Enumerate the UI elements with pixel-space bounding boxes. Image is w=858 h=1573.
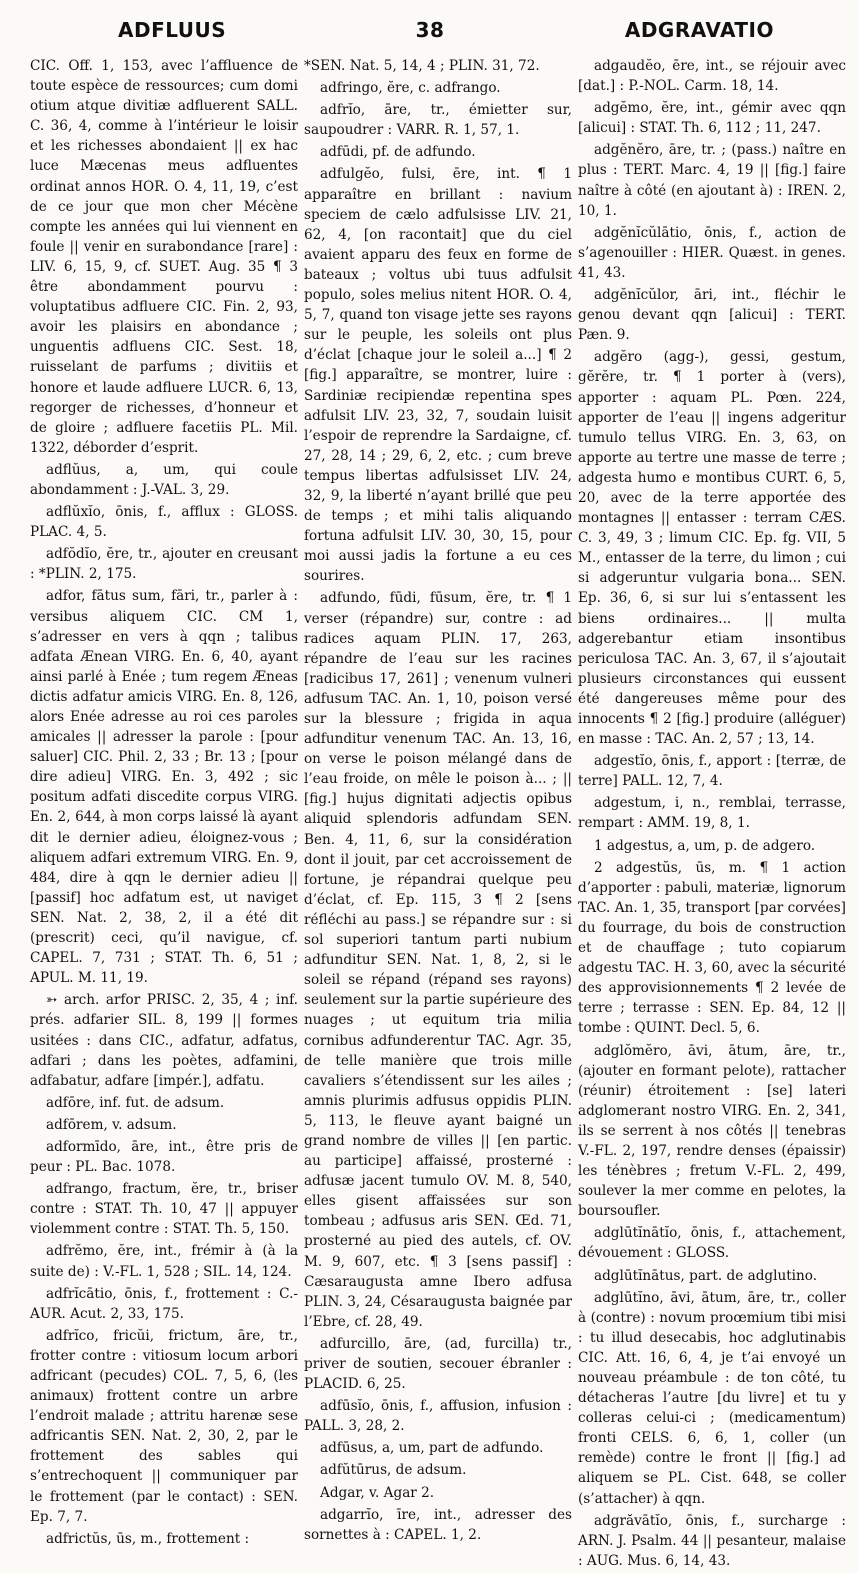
- entry-adformido: adformīdo, āre, int., être pris de peur : PL. Bac. 1078.: [30, 1138, 298, 1176]
- entry-adfodio: adfŏdĭo, ĕre, tr., ajouter en creusant : *PLIN. 2, 175.: [30, 546, 298, 583]
- entry-continuation: CIC. Off. 1, 153, avec l’affluence de toute espèce de ressources; cum domi otium atque divitiæ adfluerent SALL. C. 36, 4, comme à l’intérieur le loisir et les richesses abondaient || ex hac luce Mæcenas meus adfluentes ordinat annos HOR. O. 4, 11, 19, c’est de ce jour que mon cher Mécène compte les années qui lui viennent en foule || venir en surabondance [rare] : LIV. 6, 15, 9, cf. SUET. Aug. 35 ¶ 3 être abondamment pourvu : voluptatibus adfluere CIC. Fin. 2, 93, avoir les plaisirs en abondance ; unguentis adfluens CIC. Sest. 18, ruisselant de parfums ; divitiis et honore et laude adfluere LUCR. 6, 13, regorger de richesses, d’honneur et de gloire ; adfluere facetiis PL. Mil. 1322, déborder d’esprit.: [30, 58, 298, 456]
- entry-adgarrio: adgarrĭo, īre, int., adresser des sornettes à : CAPEL. 1, 2.: [304, 1506, 572, 1543]
- entry-adfluus: adflŭus, a, um, qui coule abondamment : J.-VAL. 3, 29.: [30, 461, 298, 498]
- entry-adgestum: adgestum, i, n., remblai, terrasse, rempart : AMM. 19, 8, 1.: [578, 795, 846, 832]
- entry-adgar: Adgar, v. Agar 2.: [320, 1484, 435, 1501]
- entry-adgemo: adgĕmo, ĕre, int., gémir avec qqn [alicui] : STAT. Th. 6, 112 ; 11, 247.: [578, 100, 846, 137]
- entry-adfusus: adfūsus, a, um, part de adfundo.: [320, 1440, 544, 1457]
- entry-adgaudeo: adgaudĕo, ēre, int., se réjouir avec [dat.] : P.-NOL. Carm. 18, 14.: [578, 58, 846, 95]
- entry-adgeniculor: adgĕnĭcŭlor, āri, int., fléchir le genou devant qqn [alicui] : TERT. Pæn. 9.: [578, 287, 846, 344]
- column-3: [578, 56, 846, 1573]
- entry-adgero: adgĕro (agg-), gessi, gestum, gĕrĕre, tr. ¶ 1 porter à (vers), apporter : aquam PL. Pœn. 224, apporter de l’eau || ingens adgeritur tumulo tellus VIRG. En. 3, 63, on apporte au tertre une masse de terre ; adgesta humo e montibus CURT. 6, 5, 20, avec de la terre apportée des montagnes || entasser : terram CÆS. C. 3, 49, 3 ; limum CIC. Ep. fg. VII, 5 M., entasser de la terre, du limon ; cui si adgeruntur vulgaria bona... SEN. Ep. 36, 6, si sur lui s’entassent les biens ordinaires... || multa adgerebantur etiam insontibus periculosa TAC. An. 3, 67, il s’ajoutait plusieurs circonstances qui eussent été dangereuses même pour des innocents ¶ 2 [fig.] produire (alléguer) en masse : TAC. An. 2, 57 ; 13, 14.: [578, 349, 846, 748]
- text-columns: [30, 56, 846, 1569]
- left-running-headword: ADFLUUS: [118, 18, 227, 42]
- entry-adfulgeo: adfulgĕo, fulsi, ēre, int. ¶ 1 apparaître en brillant : navium speciem de cælo adfulsisse LIV. 21, 62, 4, [on racontait] que du ciel avaient apparu des feux en forme de bateaux ; voltus ubi tuus adfulsit populo, soles melius nitent HOR. O. 4, 5, 7, quand ton visage jette ses rayons sur le peuple, les soleils ont plus d’éclat [chaque jour le soleil a...] ¶ 2 [fig.] apparaître, se montrer, luire : Sardiniæ recipiendæ repentina spes adfulsit LIV. 23, 32, 7, soudain luisit l’espoir de reprendre la Sardaigne, cf. 27, 28, 14 ; 29, 6, 2, etc. ; cum breve tempus libertas adfulsisset LIV. 24, 32, 9, la liberté n’ayant brillé que peu de temps ; et mihi talis aliquando fortuna adfulsit LIV. 30, 30, 15, pour moi aussi jadis la fortune a eu ces sourires.: [304, 166, 572, 585]
- entry-adgestus-1: 1 adgestus, a, um, p. de adgero.: [594, 837, 816, 854]
- entry-adfluxio: adflŭxĭo, ōnis, f., afflux : GLOSS. PLAC. 4, 5.: [30, 504, 298, 541]
- entry-continuation: *SEN. Nat. 5, 14, 4 ; PLIN. 31, 72.: [304, 58, 540, 74]
- entry-adgestus-2: 2 adgestŭs, ūs, m. ¶ 1 action d’apporter : pabuli, materiæ, lignorum TAC. An. 1, 35, transport [par corvées] du fourrage, du bois de construction et de chauffage ; tuto copiarum adgestu TAC. H. 3, 60, avec la sécurité des approvisionnements ¶ 2 levée de terre ; terrasse : SEN. Ep. 84, 12 || tombe : QUINT. Decl. 5, 6.: [578, 859, 846, 1037]
- entry-adfusio: adfūsĭo, ōnis, f., affusion, infusion : PALL. 3, 28, 2.: [304, 1398, 572, 1435]
- entry-adfurcillo: adfurcillo, āre, (ad, furcilla) tr., priver de soutien, secouer ébranler : PLACID. 6, 25.: [304, 1335, 572, 1393]
- entry-adgenero: adgĕnĕro, āre, tr. ; (pass.) naître en plus : TERT. Marc. 4, 19 || [fig.] faire naître à côté (en ajoutant à) : IREN. 2, 10, 1.: [578, 142, 846, 219]
- entry-adfringo: adfringo, ĕre, c. adfrango.: [320, 80, 501, 97]
- entry-adfuturus: adfŭtūrus, de adsum.: [320, 1462, 467, 1479]
- entry-adfudi: adfūdi, pf. de adfundo.: [320, 144, 476, 161]
- entry-adfrictus: adfrictŭs, ūs, m., frottement :: [46, 1530, 250, 1547]
- entry-adgeniculatio: adgĕnĭcŭlātio, ōnis, f., action de s’agenouiller : HIER. Quæst. in genes. 41, 43.: [578, 224, 846, 281]
- entry-adfrio: adfrĭo, āre, tr., émietter sur, saupoudrer : VARR. R. 1, 57, 1.: [304, 102, 572, 139]
- entry-adglutinatio: adglūtĭnātĭo, ōnis, f., attachement, dévouement : GLOSS.: [578, 1225, 846, 1262]
- entry-adglomero: adglŏmĕro, āvi, ātum, āre, tr., (ajouter en formant pelote), rattacher (réunir) étroitement : [se] lateri adglomerant nostro VIRG. En. 2, 341, ils se serrent à nos côtés || tenebras V.-FL. 2, 197, rendre denses (épaissir) les ténèbres ; fretum V.-FL. 2, 499, soulever la mer comme en pelotes, la boursoufler.: [578, 1042, 846, 1220]
- entry-adfrico: adfrĭco, fricŭi, frictum, āre, tr., frotter contre : vitiosum locum arbori adfricant (pecudes) COL. 7, 5, 6, (les animaux) frottent contre un arbre l’endroit malade ; attritu harenæ sese adfricantis SEN. Nat. 2, 30, 2, par le frottement des sables qui s’entrechoquent || communiquer par le frottement (par le contact) : SEN. Ep. 7, 7.: [30, 1327, 298, 1525]
- right-running-headword: ADGRAVATIO: [624, 18, 774, 42]
- entry-adforem: adfōrem, v. adsum.: [46, 1116, 177, 1133]
- entry-adfrango: adfrango, fractum, ĕre, tr., briser contre : STAT. Th. 10, 47 || appuyer violemment contre : STAT. Th. 5, 150.: [30, 1181, 298, 1238]
- column-1: [30, 56, 298, 1573]
- column-2: [304, 56, 572, 1573]
- entry-adfricatio: adfrĭcātio, ōnis, f., frottement : C.-AUR. Acut. 2, 33, 175.: [30, 1285, 298, 1322]
- entry-adglutino: adglūtĭno, āvi, ātum, āre, tr., coller à (contre) : novum proœmium tibi misi : tu illud desecabis, hoc adglutinabis CIC. Att. 16, 6, 4, je t’ai envoyé un nouveau préambule : de ton côté, tu détacheras l’autre [du livre] et tu y colleras celui-ci ; (medicamentum) fronti CELS. 6, 6, 1, coller (un remède) contre le front || [fig.] ad aliquem se PL. Cist. 648, se coller (s’attacher) à qqn.: [578, 1289, 846, 1507]
- entry-adfremo: adfrĕmo, ĕre, int., frémir à (à la suite de) : V.-FL. 1, 528 ; SIL. 14, 124.: [30, 1243, 298, 1280]
- entry-adfundo: adfundo, fūdi, fūsum, ĕre, tr. ¶ 1 verser (répandre) sur, contre : ad radices aquam PLIN. 17, 263, répandre de l’eau sur les racines [radicibus 17, 261] ; venenum vulneri adfusum TAC. An. 1, 10, poison versé sur la blessure ; frigida in aqua adfunditur venenum TAC. An. 13, 16, on verse le poison mélangé dans de l’eau froide, on mêle le poison à... ; || [fig.] hujus dignitati adjectis opibus aliquid splendoris adfundam SEN. Ben. 4, 11, 6, sur la considération dont il jouit, par cet accroissement de fortune, je répandrai quelque peu d’éclat, cf. Ep. 115, 3 ¶ 2 [sens réfléchi au pass.] se répandre sur : si sol superiori tantum parti nubium adfunditur SEN. Nat. 1, 8, 2, si le soleil se répand (répand ses rayons) seulement sur la partie supérieure des nuages ; ut equitum tria milia cornibus adfunderentur TAC. Agr. 35, de telle manière que trois mille cavaliers s’étendissent sur les ailes ; amnis plurimis adfusus oppidis PLIN. 5, 113, le fleuve ayant baigné un grand nombre de villes || [en partic. au participe] affaissé, prosterné : adfusæ jacent tumulo OV. M. 8, 540, elles gisent affaissées sur son tombeau ; adfusus aris SEN. Œd. 71, prosterné au pied des autels, cf. OV. M. 9, 607, etc. ¶ 3 [sens passif] : Cæsaraugusta amne Ibero adfusa PLIN. 3, 24, Césaraugusta baignée par l’Ebre, cf. 28, 49.: [304, 590, 572, 1330]
- entry-adfore: adfōre, inf. fut. de adsum.: [46, 1094, 225, 1111]
- entry-adfor-note: ➳ arch. arfor PRISC. 2, 35, 4 ; inf. prés. adfarier SIL. 8, 199 || formes usitées : dans CIC., adfatur, adfatus, adfari ; dans les poètes, adfamini, adfabatur, adfare [impér.], adfatu.: [30, 992, 298, 1089]
- entry-adfor: adfor, fātus sum, fāri, tr., parler à : versibus aliquem CIC. CM 1, s’adresser en vers à qqn ; talibus adfata Ænean VIRG. En. 6, 40, ayant ainsi parlé à Enée ; tum regem Æneas dictis adfatur amicis VIRG. En. 8, 126, alors Enée adresse au roi ces paroles amicales || adresser la parole : [pour saluer] CIC. Phil. 2, 33 ; Br. 13 ; [pour dire adieu] VIRG. En. 3, 492 ; sic positum adfati discedite corpus VIRG. En. 2, 644, à mon corps laissé là ayant dit le dernier adieu, éloignez-vous ; aliquem adfari extremum VIRG. En. 9, 484, dire à qqn le dernier adieu || [passif] hoc adfatum est, ut naviget SEN. Nat. 2, 38, 2, il a été dit (prescrit) ceci, qu’il navigue, cf. CAPEL. 7, 731 ; STAT. Th. 6, 51 ; APUL. M. 11, 19.: [30, 588, 298, 987]
- page-header: [0, 14, 858, 50]
- entry-adgestio: adgestĭo, ōnis, f., apport : [terræ, de terre] PALL. 12, 7, 4.: [578, 753, 846, 790]
- entry-adgravatio: adgrăvātĭo, ōnis, f., surcharge : ARN. J. Psalm. 44 || pesanteur, malaise : AUG. Mus. 6, 14, 43.: [578, 1512, 846, 1569]
- page-number: 38: [415, 18, 445, 42]
- entry-adglutinatus: adglūtĭnātus, part. de adglutino.: [594, 1267, 818, 1284]
